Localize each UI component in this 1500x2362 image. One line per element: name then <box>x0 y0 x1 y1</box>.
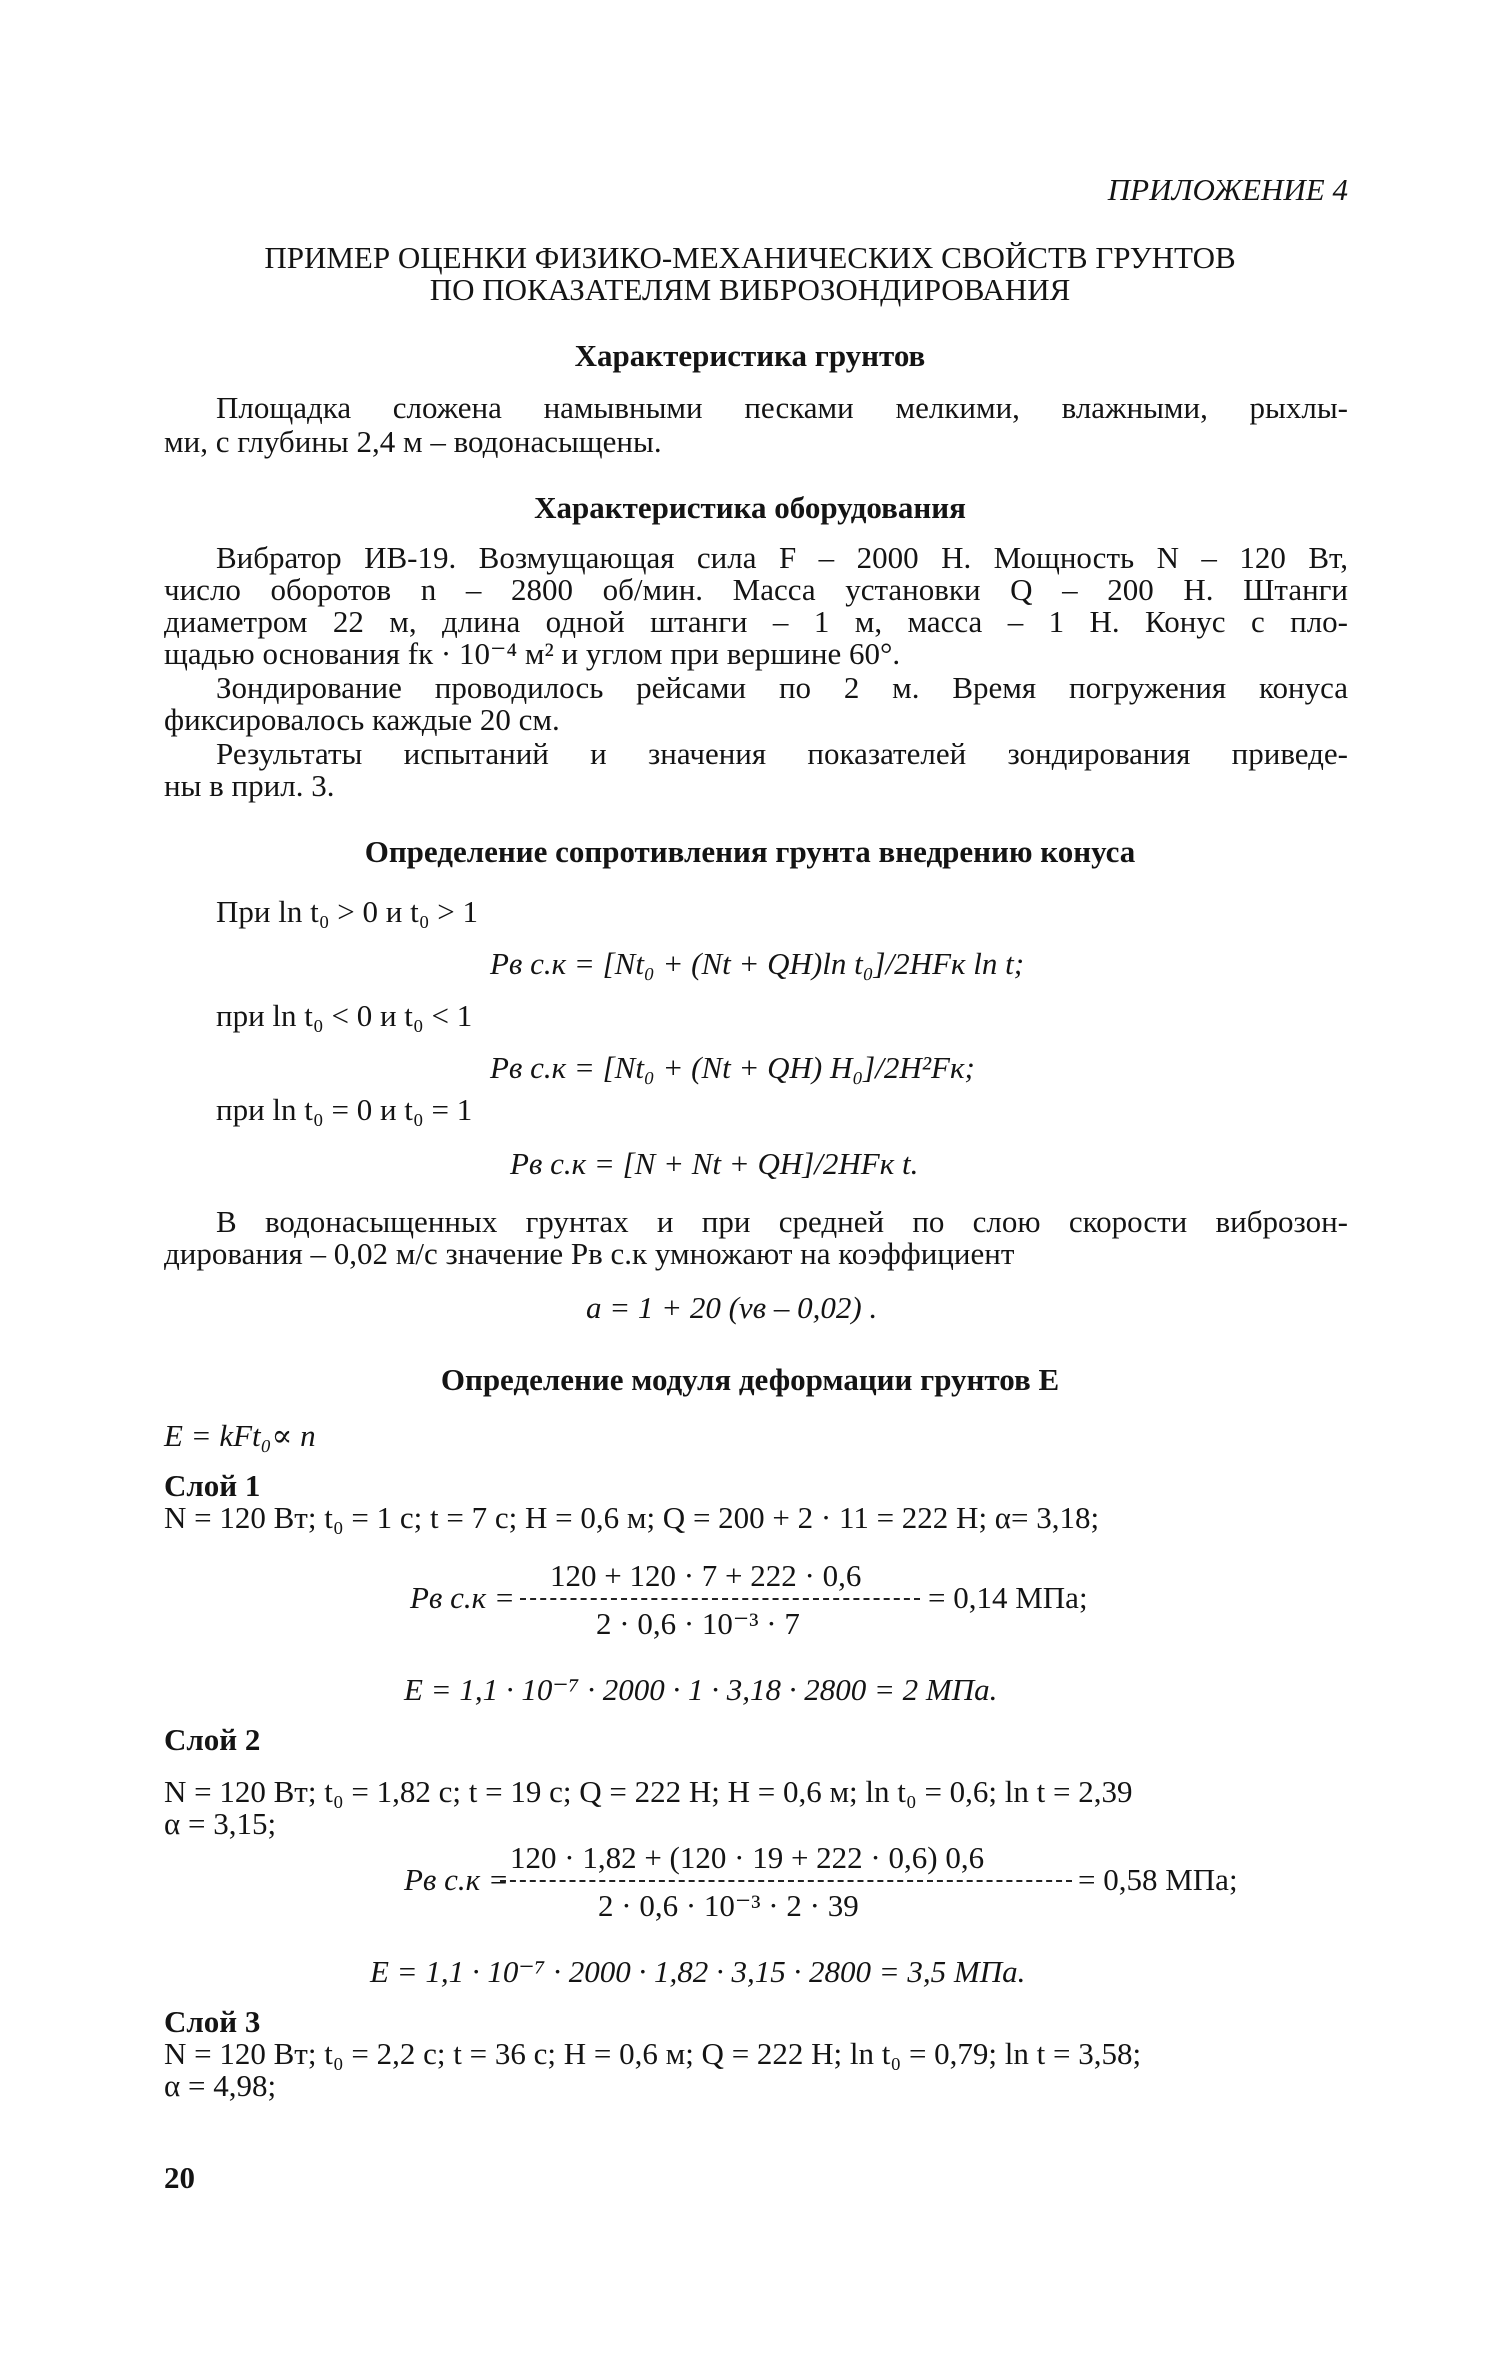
fraction-bar <box>520 1598 920 1600</box>
modulus-formula: E = kFt₀∝ n <box>164 1418 316 1453</box>
resistance-heading: Определение сопротивления грунта внедрению конуса <box>364 834 1136 869</box>
fraction-lhs: Pв с.к = <box>410 1580 515 1615</box>
fraction-denominator: 2 · 0,6 · 10⁻³ · 7 <box>596 1606 800 1641</box>
layer-title: Слой 3 <box>164 2004 261 2039</box>
soil-line: Площадка сложена намывными песками мелкими, влажными, рыхлы- <box>216 390 1348 425</box>
equipment-line: Результаты испытаний и значения показателей зондирования приведе- <box>216 736 1348 771</box>
layer-params: N = 120 Вт; t₀ = 1 с; t = 7 с; H = 0,6 м; Q = 200 + 2 · 11 = 222 Н; α= 3,18; <box>164 1500 1100 1535</box>
formula-1: Pв с.к = [Nt₀ + (Nt + QH)ln t₀]/2HFк ln t; <box>490 946 1025 981</box>
condition-3: при ln t₀ = 0 и t₀ = 1 <box>216 1092 473 1127</box>
layer-params: N = 120 Вт; t₀ = 2,2 с; t = 36 с; H = 0,6 м; Q = 222 Н; ln t₀ = 0,79; ln t = 3,58; <box>164 2036 1142 2071</box>
equipment-line: диаметром 22 м, длина одной штанги – 1 м, масса – 1 Н. Конус с пло- <box>164 604 1348 639</box>
fraction-result: = 0,14 МПа; <box>928 1580 1088 1615</box>
layer-title: Слой 2 <box>164 1722 261 1757</box>
page-number: 20 <box>164 2160 195 2195</box>
title-line-2: ПО ПОКАЗАТЕЛЯМ ВИБРОЗОНДИРОВАНИЯ <box>429 272 1071 307</box>
layer-params-cont: α = 4,98; <box>164 2068 277 2103</box>
layer-title: Слой 1 <box>164 1468 261 1503</box>
note-line: В водонасыщенных грунтах и при средней по слою скорости виброзон- <box>216 1204 1348 1239</box>
equipment-line: фиксировалось каждые 20 см. <box>164 702 560 737</box>
fraction-result: = 0,58 МПа; <box>1078 1862 1238 1897</box>
condition-2: при ln t₀ < 0 и t₀ < 1 <box>216 998 473 1033</box>
equipment-line: щадью основания fк · 10⁻⁴ м² и углом при вершине 60°. <box>164 636 901 671</box>
title-line-1: ПРИМЕР ОЦЕНКИ ФИЗИКО-МЕХАНИЧЕСКИХ СВОЙСТВ ГРУНТОВ <box>264 240 1236 275</box>
formula-3: Pв с.к = [N + Nt + QH]/2HFк t. <box>510 1146 919 1181</box>
coefficient-formula: a = 1 + 20 (vв – 0,02) . <box>586 1290 878 1325</box>
layer-params: N = 120 Вт; t₀ = 1,82 с; t = 19 с; Q = 222 Н; H = 0,6 м; ln t₀ = 0,6; ln t = 2,39 <box>164 1774 1133 1809</box>
formula-2: Pв с.к = [Nt₀ + (Nt + QH) H₀]/2H²Fк; <box>490 1050 975 1085</box>
fraction-numerator: 120 + 120 · 7 + 222 · 0,6 <box>550 1558 862 1593</box>
layer-params-cont: α = 3,15; <box>164 1806 277 1841</box>
equipment-line: число оборотов n – 2800 об/мин. Масса установки Q – 200 Н. Штанги <box>164 572 1348 607</box>
fraction-numerator: 120 · 1,82 + (120 · 19 + 222 · 0,6) 0,6 <box>510 1840 985 1875</box>
fraction-denominator: 2 · 0,6 · 10⁻³ · 2 · 39 <box>598 1888 859 1923</box>
fraction-lhs: Pв с.к = <box>404 1862 509 1897</box>
soil-line: ми, с глубины 2,4 м – водонасыщены. <box>164 424 662 459</box>
modulus-heading: Определение модуля деформации грунтов E <box>440 1362 1060 1397</box>
condition-1: При ln t₀ > 0 и t₀ > 1 <box>216 894 478 929</box>
appendix-label: ПРИЛОЖЕНИЕ 4 <box>1107 172 1348 207</box>
note-line: дирования – 0,02 м/с значение Pв с.к умножают на коэффициент <box>164 1236 1015 1271</box>
soil-heading: Характеристика грунтов <box>574 338 926 373</box>
equipment-line: Вибратор ИВ-19. Возмущающая сила F – 2000 Н. Мощность N – 120 Вт, <box>216 540 1348 575</box>
fraction-bar <box>500 1880 1072 1882</box>
layer-modulus: E = 1,1 · 10⁻⁷ · 2000 · 1,82 · 3,15 · 2800 = 3,5 МПа. <box>370 1954 1026 1989</box>
layer-modulus: E = 1,1 · 10⁻⁷ · 2000 · 1 · 3,18 · 2800 = 2 МПа. <box>404 1672 998 1707</box>
equipment-heading: Характеристика оборудования <box>534 490 966 525</box>
equipment-line: ны в прил. 3. <box>164 768 335 803</box>
equipment-line: Зондирование проводилось рейсами по 2 м. Время погружения конуса <box>216 670 1348 705</box>
